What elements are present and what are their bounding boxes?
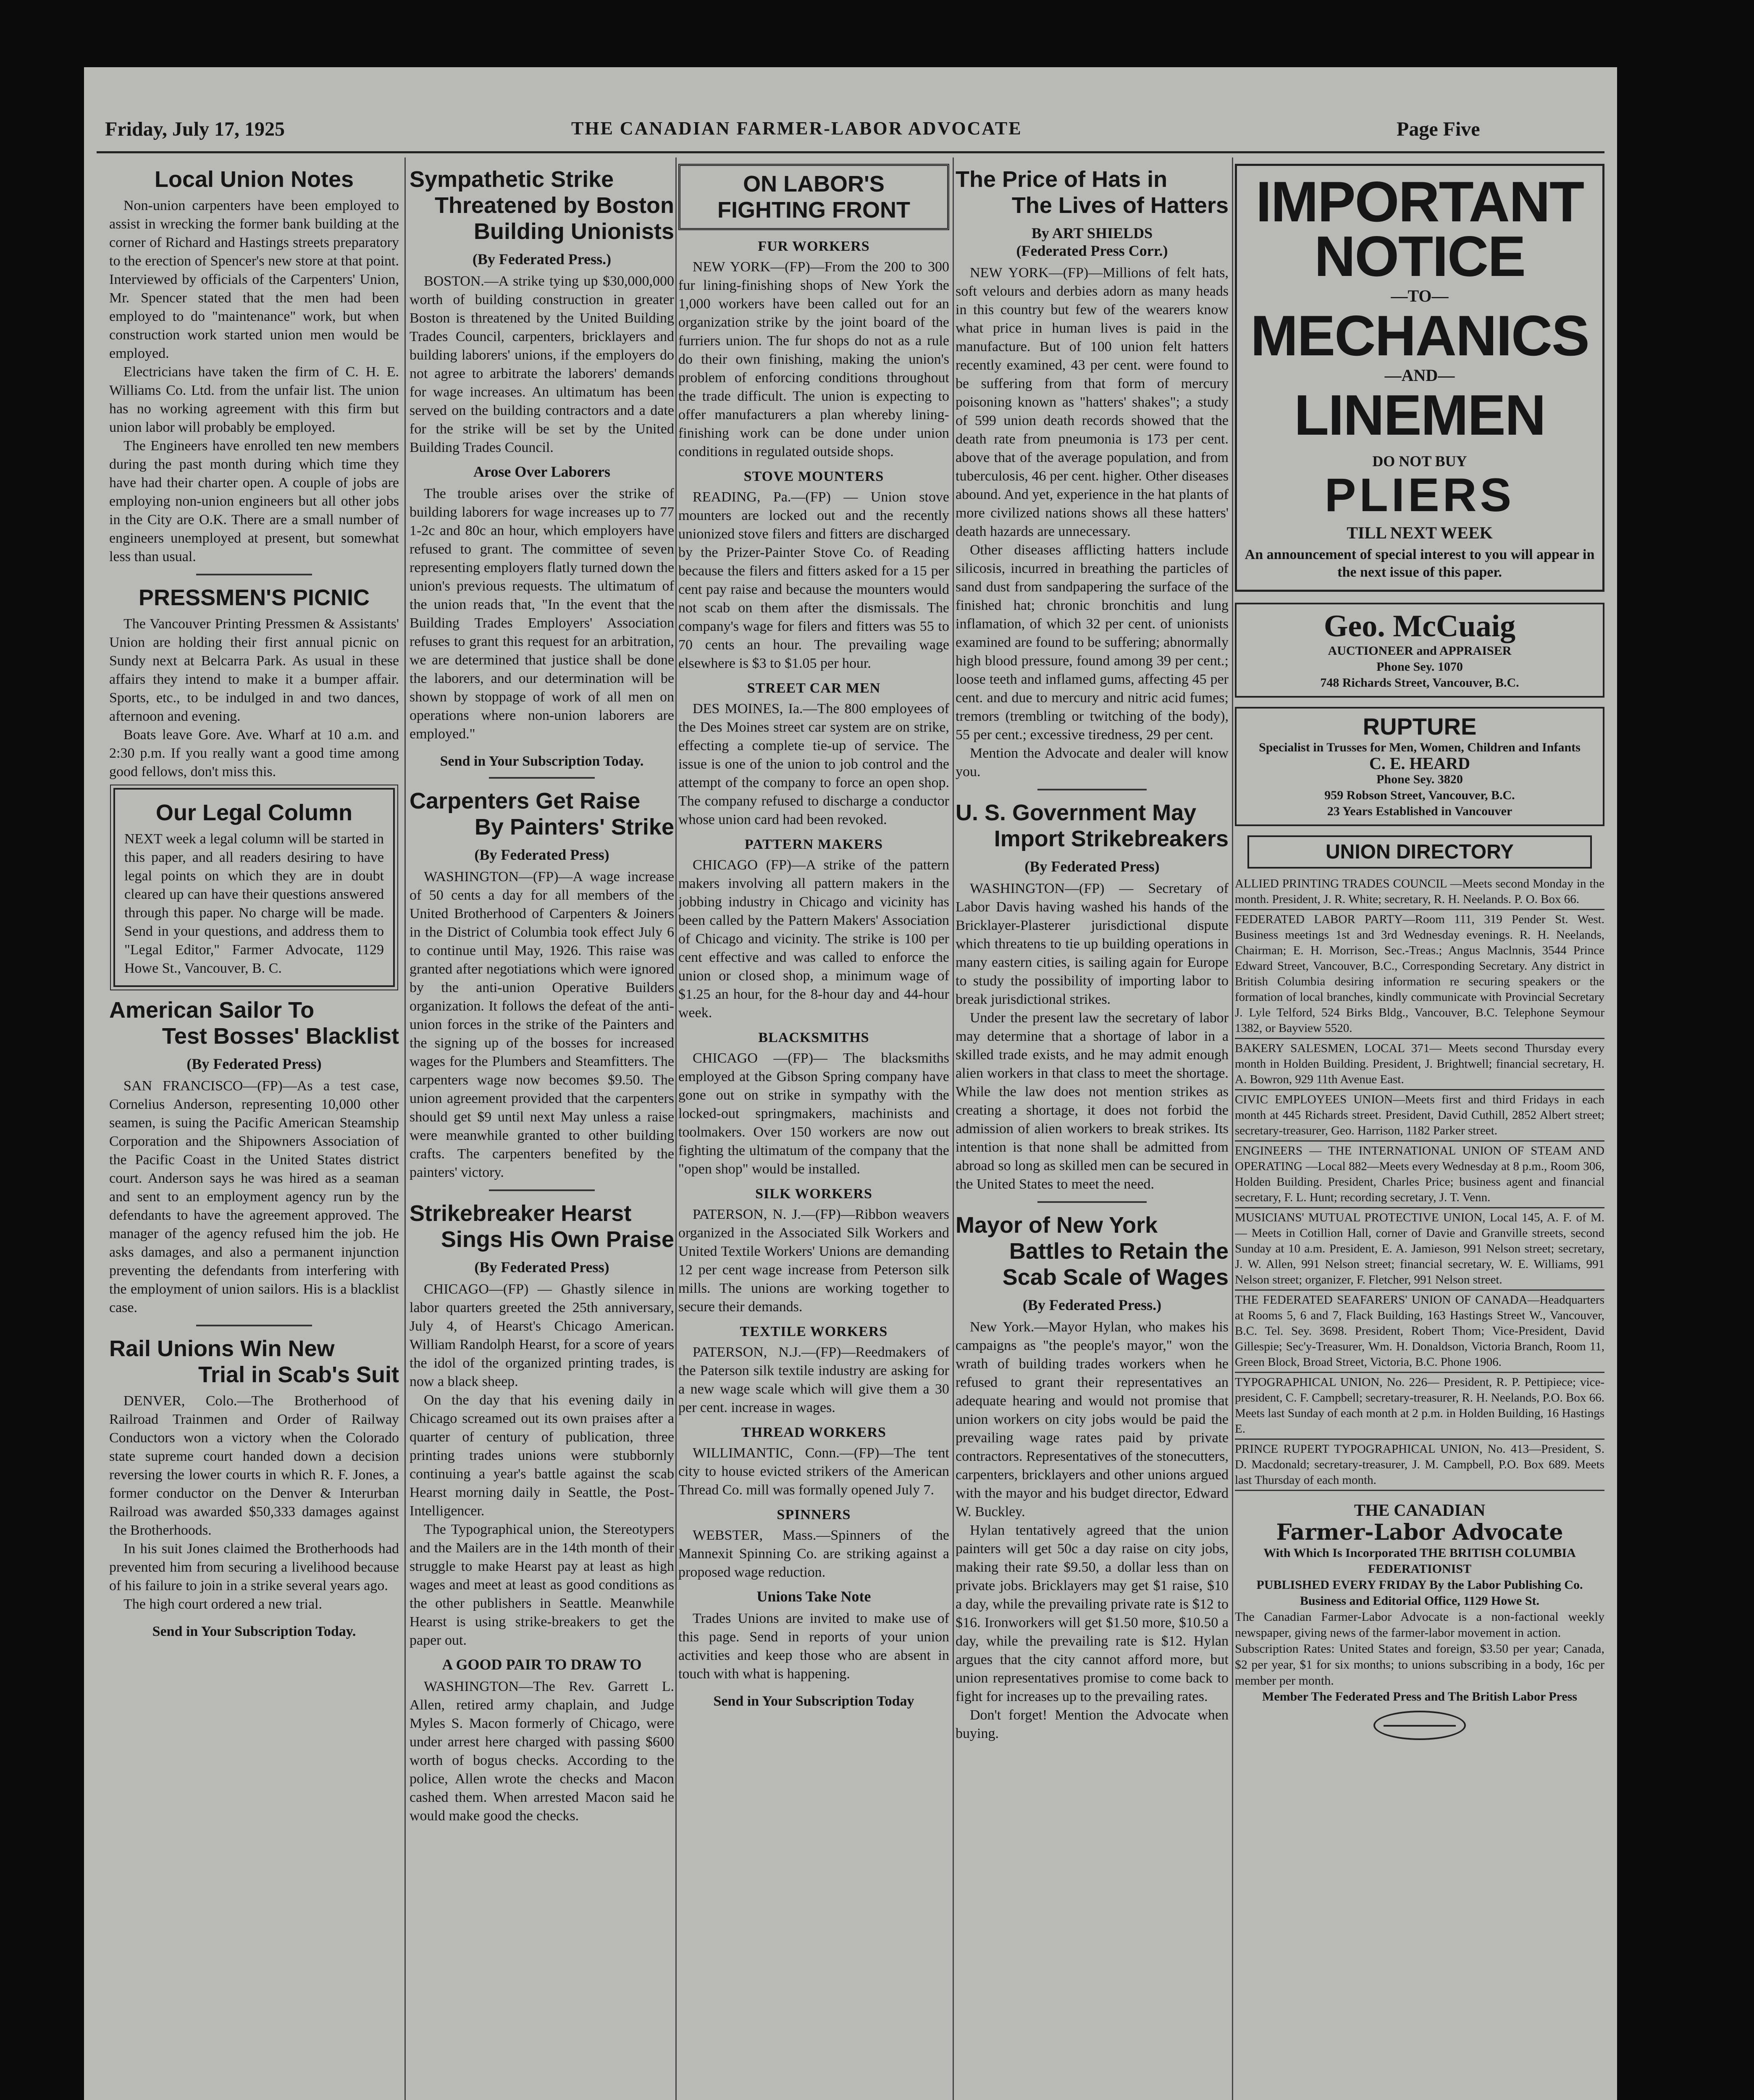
subheading: Arose Over Laborers [473,463,610,480]
headline-line: Scab Scale of Wages [1002,1265,1229,1290]
headline-line: ON LABOR'S [743,171,885,197]
paragraph: DES MOINES, Ia.—The 800 employees of the Des Moines street car system are on strike, effecting a complete tie-up of service. The issue is one of the union to job control and the attempt of the company to force an open shop. The company refused to discharge a conductor whose union card had been revoked. [678,701,949,827]
paragraph: Boats leave Gore. Ave. Wharf at 10 a.m. and 2:30 p.m. If you really want a good time among good fellows, don't miss this. [109,727,399,780]
directory-entry: BAKERY SALESMEN, LOCAL 371— Meets second Thursday every month in Holden Building. President, J. Brightwell; financial secretary, H. A. Bowron, 929 11th Avenue East. [1235,1039,1604,1090]
paragraph: The Typographical union, the Stereotypers and the Mailers are in the 14th month of their struggle to make Hearst pay at least as high wages and meet at least as good conditions as the other publishers in Seattle. Meanwhile Hearst is using strike-breakers to get the paper out. [410,1522,674,1648]
boston-strike-headline [410,166,674,244]
divider [1037,789,1147,790]
pressmens-picnic-headline: PRESSMEN'S PICNIC [139,585,370,610]
paragraph: In his suit Jones claimed the Brotherhoods had prevented him from securing a livelihood because of his failure to join in a strike several years ago. [109,1541,399,1593]
paragraph: BOSTON.—A strike tying up $30,000,000 worth of building construction in greater Boston is threatened by the United Building Trades Council, carpenters, bricklayers and building laborers' unions, if the employers do not agree to arbitrate the laborers' demands for wage increases. An ultimatum has been served on the building contractors and a date for the strike will be set by the United Building Trades Council. [410,273,674,455]
divider [196,1325,312,1326]
publication-masthead [1235,1500,1604,1742]
paragraph: The high court ordered a new trial. [123,1596,322,1612]
paragraph: NEXT week a legal column will be started in this paper, and all readers desiring to have legal points on which they are in doubt cleared up can have their questions answered through this paper. No charge will be made. Send in your questions, and address them to "Legal Editor," Farmer Advocate, 1129 Howe St., Vancouver, B. C. [124,831,384,976]
column-divider [1232,158,1233,2100]
directory-entry: THE FEDERATED SEAFARERS' UNION OF CANADA—Headquarters at Rooms 5, 6 and 7, Flack Building, 163 Hastings Street W., Vancouver, B.C. Tel. Sey. 3698. President, Robert Thom; Vice-President, David Gillespie; Sec'y-Treasurer, Wm. H. Donaldson, Victoria Branch, Room 11, Green Block, Broad Street, Victoria, B.C. Phone 1906. [1235,1291,1604,1373]
headline-line: Test Bosses' Blacklist [162,1024,399,1049]
hats-body [956,264,1229,781]
paragraph: Trades Unions are invited to make use of this page. Send in reports of your union activities and keep those who are absent in touch with what is happening. [678,1611,949,1682]
subscribe-note: Send in Your Subscription Today. [440,753,644,769]
headline-line: By Painters' Strike [474,814,674,840]
masthead-line: The Canadian Farmer-Labor Advocate is a non-factional weekly newspaper, giving news of the farmer-labor movement in action. [1235,1610,1604,1640]
rail-unions-body [109,1392,399,1614]
paragraph: WASHINGTON—(FP) — Secretary of Labor Davis having washed his hands of the Bricklayer-Plasterer jurisdictional dispute which threatens to tie up building operations in many eastern cities, is sailing again for Europe to study the possibility of importing labor to break jurisdictional strikes. [956,881,1229,1007]
headline-line: Import Strikebreakers [994,826,1229,851]
headline-line: The Lives of Hatters [1011,193,1229,218]
paragraph: NEW YORK—(FP)—Millions of felt hats, soft velours and derbies adorn as many heads in this country but few of the wearers know what price in human lives is paid in the manufacture. But of 100 union felt hatters recently examined, 43 per cent. were found to be suffering from that form of mercury poisoning known as "hatters' shakes"; a study of 599 union death records showed that the death rate from pneumonia is 173 per cent. above that of the average population, and from tuberculosis, 46 per cent. higher. Other diseases abound. And yet, experience in the hat plants of more civilized nations shows all these hatters' death hazards are unnecessary. [956,265,1229,539]
paragraph: WASHINGTON—(FP)—A wage increase of 50 cents a day for all members of the United Brotherhood of Carpenters & Joiners in the District of Columbia took effect July 6 to continue until May, 1926. This raise was granted after negotiations which were ignored by the anti-union Operative Builders organization. It follows the defeat of the anti-union forces in the strike of the Painters and the signing up of the bosses for increased wages for the Plumbers and Steamfitters. The carpenters wage now becomes $9.50. The union agreement provided that the carpenters should get $9 until next May unless a raise were meanwhile granted to other building crafts. The carpenters benefited by the painters' victory. [410,869,674,1180]
rail-unions-headline [109,1336,399,1388]
government-headline [956,800,1229,852]
good-pair-headline: A GOOD PAIR TO DRAW TO [442,1656,642,1673]
fighting-front-headline [685,171,942,223]
byline: (By Federated Press) [474,1259,609,1276]
notice-line: IMPORTANT [1255,170,1584,234]
notice-line: PLIERS [1324,469,1515,521]
headline-line: Sings His Own Praise [441,1227,674,1252]
section-heading: STREET CAR MEN [747,680,881,696]
byline: By ART SHIELDS [1031,225,1153,242]
notice-line: —TO— [1391,286,1449,305]
paragraph: DENVER, Colo.—The Brotherhood of Railroad Trainmen and Order of Railway Conductors won a victory when the Colorado state supreme court handed down a decision reversing the lower courts in which R. F. Jones, a former conductor on the Denver & Interurban Railroad was awarded $50,333 damages against the Brotherhoods. [109,1393,399,1538]
paragraph: Don't forget! Mention the Advocate when buying. [956,1707,1229,1741]
important-notice-ad [1235,164,1604,592]
masthead-line: Business and Editorial Office, 1129 Howe St. [1300,1594,1540,1608]
hats-headline [956,166,1229,218]
ad-line: AUCTIONEER and APPRAISER [1328,644,1512,658]
notice-line: An announcement of special interest to you will appear in the next issue of this paper. [1245,547,1595,580]
directory-entry: MUSICIANS' MUTUAL PROTECTIVE UNION, Local 145, A. F. of M.— Meets in Cotillion Hall, corner of Davie and Granville streets, second Sunday at 10 a.m. President, E. A. Jamieson, 991 Nelson street; secretary, J. W. Allen, 991 Nelson street; financial secretary, W. E. Williams, 991 Nelson street; organizer, F. Fletcher, 991 Nelson street. [1235,1208,1604,1291]
column-1 [109,164,399,2100]
directory-entry: CIVIC EMPLOYEES UNION—Meets first and third Fridays in each month at 445 Richards street. President, David Cuthill, 2852 Albert street; secretary-treasurer, Geo. Harrison, 1182 Parker street. [1235,1090,1604,1142]
paragraph: Mention the Advocate and dealer will know you. [956,746,1229,780]
byline: (By Federated Press.) [1022,1297,1162,1313]
headline-line: Trial in Scab's Suit [198,1362,399,1387]
section-heading: FUR WORKERS [758,239,870,254]
paragraph: PATERSON, N.J.—(FP)—Reedmakers of the Paterson silk textile industry are asking for a new wage scale which will give them a 30 per cent. increase in wages. [678,1344,949,1415]
paragraph: WILLIMANTIC, Conn.—(FP)—The tent city to house evicted strikers of the American Thread Co. mill was formally opened July 7. [678,1445,949,1498]
paragraph: New York.—Mayor Hylan, who makes his campaigns as "the people's mayor," won the wrath of building trades workers when he refused to grant their representatives an adequate hearing and would not promise that union workers on city jobs would be paid the prevailing wage rates paid by private contractors. Representatives of the stonecutters, carpenters, bricklayers and other unions argued with the mayor and his budget director, Edward W. Buckley. [956,1319,1229,1520]
subscribe-note: Send in Your Subscription Today [713,1693,914,1709]
directory-entry: ENGINEERS — THE INTERNATIONAL UNION OF STEAM AND OPERATING —Local 882—Meets every Wednesday at 8 p.m., Room 306, Holden Building. President, Charles Price; business agent and financial secretary, F. L. Hunt; recording secretary, J. T. Venn. [1235,1142,1604,1208]
column-5 [1235,164,1604,2100]
union-directory-title: UNION DIRECTORY [1247,835,1592,869]
headline-line: Strikebreaker Hearst [410,1201,632,1226]
directory-entry: FEDERATED LABOR PARTY—Room 111, 319 Pender St. West. Business meetings 1st and 3rd Wednesday evenings. R. H. Neelands, Chairman; E. H. Morrison, Sec.-Treas.; Angus Maclnnis, 3544 Prince Edward Street, Vancouver, B.C., Corresponding Secretary. Any district in British Columbia desiring information re securing speakers or the formation of local branches, kindly communicate with Provincial Secretary J. Lyle Telford, 524 Birks Bldg., Vancouver, B.C. Telephone Seymour 1382, or Bayview 5520. [1235,910,1604,1039]
paragraph: CHICAGO —(FP)— The blacksmiths employed at the Gibson Spring company have gone out on strike in sympathy with the locked-out springmakers, machinists and toolmakers. Over 150 workers are now out fighting the ultimatum of the company that the "open shop" would be installed. [678,1050,949,1177]
paragraph: NEW YORK—(FP)—From the 200 to 300 fur lining-finishing shops of New York the 1,000 workers have been called out for an organization strike by the joint board of the furriers union. The fur shops do not as a rule do their own finishing, making the union's problem of enforcing conditions throughout the trade difficult. The union is expecting to offer manufacturers a plan whereby lining-finishing work can be done under union conditions in regulated outside shops. [678,259,949,459]
paragraph: CHICAGO (FP)—A strike of the pattern makers involving all pattern makers in the jobbing industry in Chicago and vicinity has been called by the Pattern Makers' Association of Chicago and vicinity. The strike is 100 per cent effective and was called to enforce the union or closed shop, a minimum wage of $1.25 an hour, for the 8-hour day and 44-hour week. [678,857,949,1021]
directory-entry: PRINCE RUPERT TYPOGRAPHICAL UNION, No. 413—President, S. D. Macdonald; secretary-treasurer, J. M. Campbell, P.O. Box 689. Meets last Thursday of each month. [1235,1440,1604,1491]
paragraph: The Vancouver Printing Pressmen & Assistants' Union are holding their first annual picnic on Sundy next at Belcarra Park. As usual in these affairs they intend to make it a bumper affair. Sports, etc., to be indulged in and two dances, afternoon and evening. [109,616,399,724]
byline: (By Federated Press) [474,846,609,863]
legal-column-box [113,788,395,987]
ad-line: Phone Sey. 3820 [1376,772,1463,786]
headline-line: Battles to Retain the [1009,1239,1229,1264]
headline-line: Rail Unions Win New [109,1336,335,1361]
mayor-body [956,1318,1229,1743]
paragraph: WEBSTER, Mass.—Spinners of the Mannexit Spinning Co. are striking against a proposed wage reduction. [678,1528,949,1580]
ad-line: 23 Years Established in Vancouver [1327,804,1512,818]
legal-column-headline: Our Legal Column [155,800,353,825]
paragraph: PATERSON, N. J.—(FP)—Ribbon weavers organized in the Associated Silk Workers and United Textile Workers' Unions are demanding 12 per cent wage increase from Peterson silk mills. The unions are working together to secure their demands. [678,1207,949,1315]
subheading: Unions Take Note [756,1588,871,1605]
byline: (By Federated Press) [1024,858,1160,875]
union-label-icon [1373,1711,1466,1740]
section-heading: THREAD WORKERS [741,1425,886,1440]
headline-line: The Price of Hats in [956,167,1168,192]
rupture-ad [1235,707,1604,826]
american-sailor-headline [109,997,399,1049]
paragraph: The trouble arises over the strike of building laborers for wage increases up to 77 1-2c and 80c an hour, which employers have refused to grant. The committee of seven representing employers flatly turned down the union's previous requests. The ultimatum of the union reads that, "In the event that the Building Trades Employers' Association refuses to grant this request for an arbitration, we are determined that justice shall be done the laborers, and our determination will be shown by stoppage of work of all men on operations where non-union laborers are employed." [410,486,674,742]
column-divider [675,158,677,2100]
column-divider [953,158,954,2100]
headline-line: Mayor of New York [956,1213,1158,1238]
column-2 [410,164,674,2100]
section-heading: STOVE MOUNTERS [743,469,884,484]
divider [489,1189,595,1191]
ad-line: C. E. HEARD [1369,754,1470,773]
paragraph: Non-union carpenters have been employed to assist in wrecking the former bank building at the corner of Richard and Hastings streets preparatory to the erection of Spencer's new store at that point. Interviewed by officials of the Carpenters' Union, Mr. Spencer stated that the men had been employed to do "maintenance" work, but when construction work started union men would be employed. [109,198,399,361]
pressmens-picnic-body [109,615,399,781]
masthead-line: Subscription Rates: United States and foreign, $3.50 per year; Canada, $2 per year, $1 for six months; to unions subscribing in a body, 16c per member per month. [1235,1642,1604,1688]
column-divider [404,158,406,2100]
notice-line: LINEMEN [1294,383,1545,447]
paragraph: Electricians have taken the firm of C. H. E. Williams Co. Ltd. from the unfair list. The union has no working agreement with this firm but union labor will probably be employed. [109,364,399,435]
byline: (By Federated Press.) [472,251,612,268]
newspaper-page [84,67,1617,2100]
issue-date: Friday, July 17, 1925 [105,118,285,140]
section-heading: PATTERN MAKERS [744,837,883,852]
notice-line: NOTICE [1314,224,1525,288]
local-union-notes-body [109,197,399,566]
notice-line: MECHANICS [1250,304,1589,368]
headline-line: U. S. Government May [956,800,1197,825]
column-3 [678,164,949,2100]
government-body [956,879,1229,1194]
union-directory-list [1235,874,1604,1491]
hearst-body [410,1280,674,1650]
byline: (By Federated Press) [186,1055,322,1072]
paragraph: Hylan tentatively agreed that the union painters will get 50c a day raise on city jobs, making their rate $9.50, a dollar less than on private jobs. Bricklayers may get $1 raise, $10 a day, while the prevailing private rate is $12 to $16. Ironworkers will get $1.50 more, $10.50 a day, while the prevailing rate is $12. Hylan argues that the city cannot afford more, but union representatives promise to come back to fight for increases up to the prevailing rates. [956,1522,1229,1704]
masthead: THE CANADIAN FARMER-LABOR ADVOCATE [571,118,1022,139]
paragraph: Under the present law the secretary of labor may determine that a shortage of labor in a skilled trade exists, and he may admit enough alien workers in that class to meet the shortage. While the law does not mention strikes as creating a shortage, it does not forbid the admission of alien workers to break strikes. Its intention is that none shall be admitted from abroad so long as skilled men can be secured in the United States to meet the need. [956,1010,1229,1192]
notice-line: TILL NEXT WEEK [1347,523,1493,542]
hearst-headline [410,1200,674,1252]
headline-line: Sympathetic Strike [410,167,614,192]
ad-line: 959 Robson Street, Vancouver, B.C. [1324,788,1515,802]
headline-line: Threatened by Boston [434,193,674,218]
page-number: Page Five [1397,118,1480,140]
mayor-headline [956,1212,1229,1290]
ad-line: Phone Sey. 1070 [1376,660,1463,674]
directory-entry: ALLIED PRINTING TRADES COUNCIL —Meets second Monday in the month. President, J. R. White; secretary, R. H. Neelands. P. O. Box 66. [1235,874,1604,910]
section-heading: BLACKSMITHS [758,1030,869,1045]
headline-line: Building Unionists [474,219,674,244]
section-heading: SPINNERS [777,1507,851,1522]
fighting-front-box [678,164,949,230]
ad-name: RUPTURE [1363,713,1477,740]
masthead-line: THE CANADIAN [1354,1501,1486,1520]
paragraph: On the day that his evening daily in Chicago screamed out its own praises after a quarter of century of publication, three printing trades unions were stubbornly continuing a year's battle against the scab Hearst morning daily in Seattle, the Post-Intelligencer. [410,1392,674,1519]
section-heading: SILK WORKERS [755,1186,872,1202]
headline-line: American Sailor To [109,998,315,1023]
header-rule [97,151,1604,153]
masthead-line: PUBLISHED EVERY FRIDAY By the Labor Publishing Co. [1256,1578,1583,1592]
paragraph: Other diseases afflicting hatters include silicosis, incurred in breathing the particles of sand dust from sandpapering the surface of the finished hat; chronic bronchitis and lung inflamation, of which 32 per cent. of unionists examined are found to be suffering; abnormally high blood pressure, found among 39 per cent.; loose teeth and inflamed gums, affecting 45 per cent. and due to mercury and nitric acid fumes; tremors (trembling or twitching of the body), 55 per cent.; excessive tiredness, 29 per cent. [956,542,1229,743]
notice-line: DO NOT BUY [1372,453,1467,470]
subscribe-note: Send in Your Subscription Today. [152,1624,356,1639]
paragraph: CHICAGO—(FP) — Ghastly silence in labor quarters greeted the 25th anniversary, July 4, of Hearst's Chicago American. William Randolph Hearst, for a score of years the idol of the organized printing trades, is now a black sheep. [410,1281,674,1389]
paragraph: READING, Pa.—(FP) — Union stove mounters are locked out and the recently unionized stove filers and fitters are discharged by the Prizer-Painter Stove Co. of Reading because the filers and fitters asked for a 15 per cent pay raise and because the mounters would not scab on them after the dismissals. The company's wage for filers and fitters was 55 to 70 cents an hour. The prevailing wage elsewhere is $3 to $1.05 per hour. [678,489,949,671]
local-union-notes-headline: Local Union Notes [154,167,354,192]
ad-name: Geo. McCuaig [1323,609,1516,643]
headline-line: FIGHTING FRONT [717,197,910,223]
carpenters-raise-headline [410,788,674,840]
ad-line: Specialist in Trusses for Men, Women, Children and Infants [1259,740,1581,754]
byline: (Federated Press Corr.) [1016,242,1168,259]
section-heading: TEXTILE WORKERS [740,1324,888,1339]
divider [489,777,595,779]
mccuaig-ad [1235,603,1604,698]
paragraph: SAN FRANCISCO—(FP)—As a test case, Cornelius Anderson, representing 10,000 other seamen, is suing the Pacific American Steamship Corporation and the Shipowners Association of the Pacific Coast in the United States district court. Anderson says he was hired as a seaman and sent to an employment agency run by the defendants to have the agreement approved. The manager of the agency refused him the job. He asks damages, and also a permanent injunction preventing the defendants from interfering with the employment of union sailors. His is a blacklist case. [109,1078,399,1315]
divider [1037,1201,1147,1203]
masthead-title: Farmer-Labor Advocate [1276,1520,1563,1545]
ad-line: 748 Richards Street, Vancouver, B.C. [1320,676,1519,690]
column-4 [956,164,1229,2100]
masthead-line: With Which Is Incorporated THE BRITISH COLUMBIA FEDERATIONIST [1263,1546,1576,1576]
paragraph: WASHINGTON—The Rev. Garrett L. Allen, retired army chaplain, and Judge Myles S. Macon formerly of Chicago, were under arrest here charged with passing $600 worth of bogus checks. According to the police, Allen wrote the checks and Macon cashed them. When arrested Macon said he would make good the checks. [410,1679,674,1824]
directory-entry: TYPOGRAPHICAL UNION, No. 226— President, R. P. Pettipiece; vice-president, C. F. Campbell; secretary-treasurer, R. H. Neelands, P.O. Box 66. Meets last Sunday of each month at 2 p.m. in Holden Building, 16 Hastings E. [1235,1373,1604,1440]
divider [196,574,312,575]
notice-line: —AND— [1384,366,1455,385]
headline-line: Carpenters Get Raise [410,788,641,814]
masthead-line: Member The Federated Press and The British Labor Press [1262,1690,1577,1704]
paragraph: The Engineers have enrolled ten new members during the past month during which time they have had their charter open. A couple of jobs are employing non-union engineers but all other jobs in the City are O.K. There are a small number of engineers unemployed at present, but somewhat less than usual. [109,438,399,564]
